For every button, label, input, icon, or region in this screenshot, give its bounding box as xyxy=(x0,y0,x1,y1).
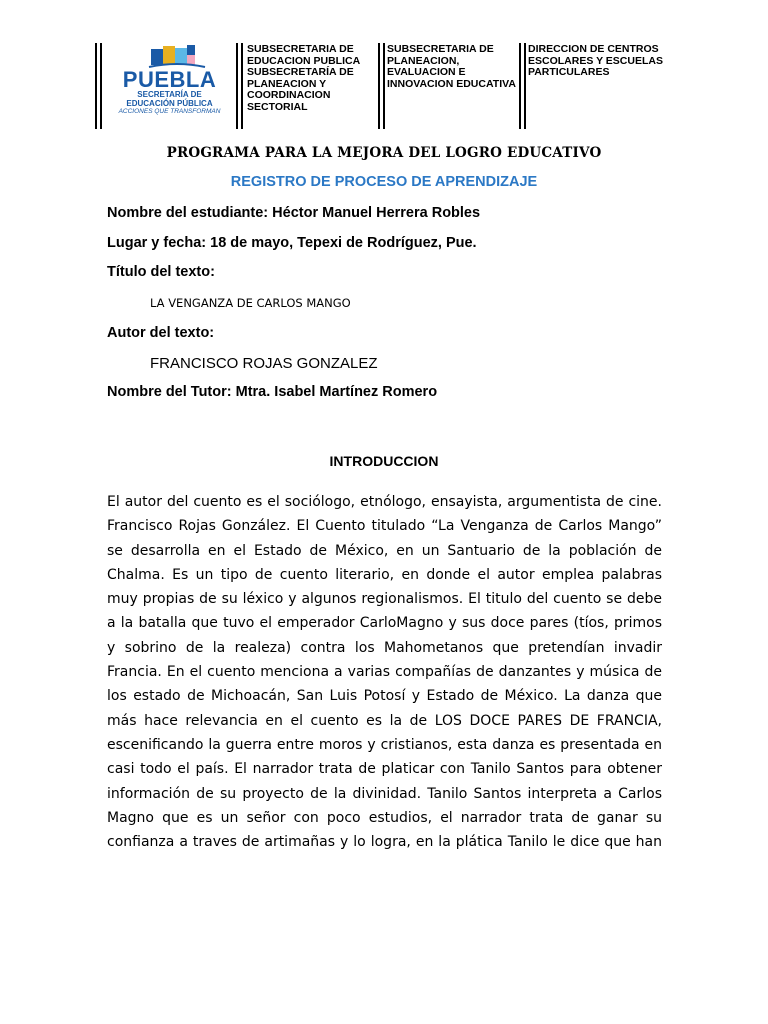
author-label: Autor del texto: xyxy=(107,325,215,341)
header-cell-planeacion: SUBSECRETARIA DE PLANEACION, EVALUACION E INNOVACION EDUCATIVA xyxy=(387,43,516,90)
paragraph-line: El autor del cuento es el sociólogo, etnólogo, ensayista, argumentista de cine. xyxy=(107,494,662,510)
header-divider xyxy=(378,43,385,129)
header-divider xyxy=(519,43,526,129)
student-name: Nombre del estudiante: Héctor Manuel Herrera Robles xyxy=(107,205,481,221)
logo-tagline: ACCIONES QUE TRANSFORMAN xyxy=(118,108,221,115)
header-cell-subsecretaria: SUBSECRETARIA DE EDUCACION PUBLICA SUBSECRETARÍA DE PLANEACION Y COORDINACION SECTORIAL xyxy=(247,43,360,113)
paragraph-line: se desarrolla en el Estado de México, en un Santuario de la población de xyxy=(107,542,662,559)
document-subtitle: REGISTRO DE PROCESO DE APRENDIZAJE xyxy=(230,174,538,190)
paragraph-line: escenificando la guerra entre moros y cristianos, esta danza es presentada en xyxy=(107,736,662,753)
document-header xyxy=(95,43,675,129)
logo-name: PUEBLA xyxy=(122,67,217,92)
paragraph-line: y sobrino de la realeza) contra los Mahometanos que pretendían invadir xyxy=(107,639,662,656)
paragraph-line: casi todo el país. El narrador trata de platicar con Tanilo Santos para obtener xyxy=(107,761,662,778)
text-title-label: Título del texto: xyxy=(107,264,215,280)
paragraph-line: Magno que es un señor con poco estudios, el narrador trata de ganar su xyxy=(107,809,662,826)
program-title: PROGRAMA PARA LA MEJORA DEL LOGRO EDUCATIVO xyxy=(166,145,602,161)
introduction-heading: INTRODUCCION xyxy=(329,453,439,469)
place-and-date: Lugar y fecha: 18 de mayo, Tepexi de Rodríguez, Pue. xyxy=(107,235,477,251)
header-divider xyxy=(236,43,243,129)
introduction-paragraph xyxy=(107,490,662,854)
text-title-value: LA VENGANZA DE CARLOS MANGO xyxy=(150,296,351,310)
header-cell-direccion: DIRECCION DE CENTROS ESCOLARES Y ESCUELAS PARTICULARES xyxy=(528,43,663,78)
paragraph-line: Francisco Rojas González. El Cuento titulado “La Venganza de Carlos Mango” xyxy=(107,518,662,535)
paragraph-line: los estado de Michoacán, San Luis Potosí y Estado de México. La danza que xyxy=(107,688,662,705)
paragraph-line: muy propias de su léxico y algunos regionalismos. El titulo del cuento se debe xyxy=(107,591,662,608)
author-value: FRANCISCO ROJAS GONZALEZ xyxy=(150,355,378,372)
paragraph-line: información de su proyecto de la divinidad. Tanilo Santos interpreta a Carlos xyxy=(107,785,662,802)
paragraph-line: más hace relevancia en el cuento es la de LOS DOCE PARES DE FRANCIA, xyxy=(107,712,662,729)
paragraph-line: Francia. En el cuento menciona a varias compañías de danzantes y música de xyxy=(107,664,662,681)
paragraph-line: confianza a traves de artimañas y lo logra, en la plática Tanilo le dice que han xyxy=(107,834,662,851)
tutor-name: Nombre del Tutor: Mtra. Isabel Martínez Romero xyxy=(107,384,438,400)
paragraph-line: a la batalla que tuvo el emperador CarloMagno y sus doce pares (tíos, primos xyxy=(107,615,662,632)
header-divider xyxy=(95,43,102,129)
paragraph-line: Chalma. Es un tipo de cuento literario, en donde el autor emplea palabras xyxy=(107,566,662,583)
logo-secretaria: SECRETARÍA DE EDUCACIÓN PÚBLICA xyxy=(126,90,213,108)
puebla-logo xyxy=(107,43,232,115)
